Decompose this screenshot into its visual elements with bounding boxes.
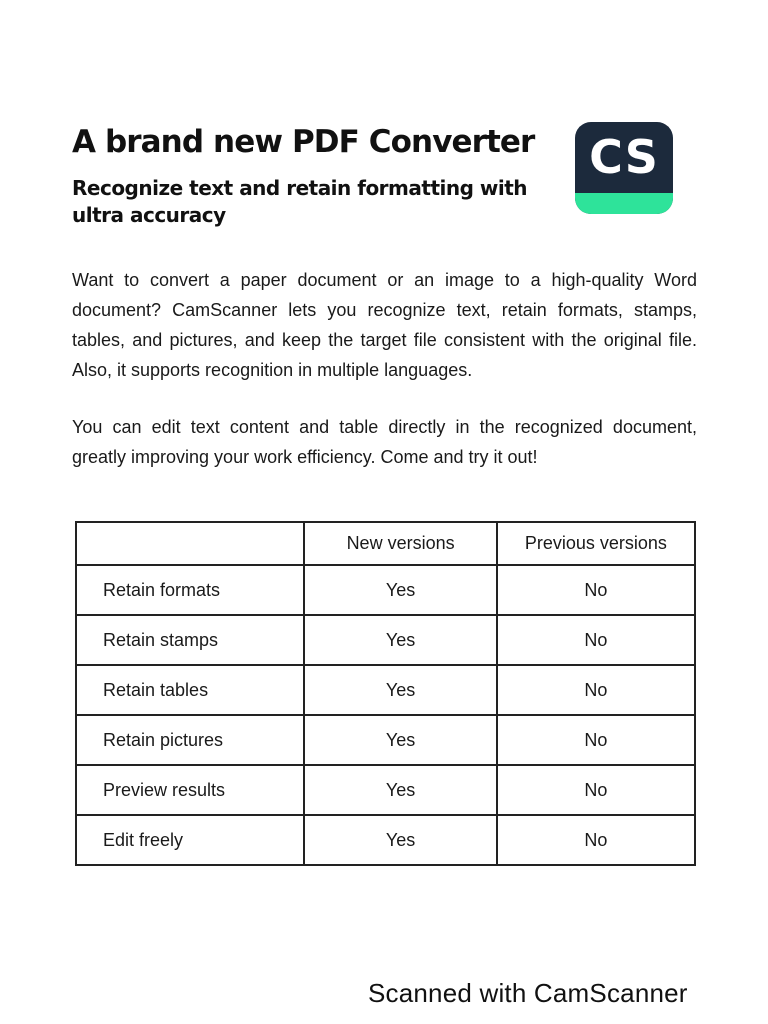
table-row xyxy=(76,765,695,815)
previous-version-cell: No xyxy=(497,565,695,615)
table-row xyxy=(76,565,695,615)
camscanner-logo xyxy=(575,122,673,214)
edit-paragraph: You can edit text content and table directly in the recognized document, greatly improving your work efficiency. Come and try it out! xyxy=(72,417,697,467)
new-version-cell: Yes xyxy=(304,615,496,665)
previous-version-cell: No xyxy=(497,815,695,865)
new-version-cell: Yes xyxy=(304,815,496,865)
feature-cell: Preview results xyxy=(76,765,304,815)
previous-version-cell: No xyxy=(497,615,695,665)
table-row xyxy=(76,665,695,715)
new-version-cell: Yes xyxy=(304,565,496,615)
previous-version-cell: No xyxy=(497,715,695,765)
feature-cell: Retain tables xyxy=(76,665,304,715)
intro-paragraph: Want to convert a paper document or an image to a high-quality Word document? CamScanner lets you recognize text, retain formats, stamps, tables, and pictures, and keep the target file consistent with the original file. Also, it supports recognition in multiple languages. xyxy=(72,270,697,380)
camscanner-watermark: Scanned with CamScanner xyxy=(368,978,688,1008)
table-row xyxy=(76,715,695,765)
logo-accent-band xyxy=(575,193,673,214)
previous-version-cell: No xyxy=(497,665,695,715)
previous-version-cell: No xyxy=(497,765,695,815)
table-header-row xyxy=(76,522,695,565)
header-cell-new-versions: New versions xyxy=(304,522,496,565)
new-version-cell: Yes xyxy=(304,665,496,715)
logo-text: CS xyxy=(589,130,659,184)
feature-cell: Retain formats xyxy=(76,565,304,615)
table-row xyxy=(76,815,695,865)
new-version-cell: Yes xyxy=(304,765,496,815)
comparison-table xyxy=(75,521,696,866)
header-cell-previous-versions: Previous versions xyxy=(497,522,695,565)
document-subtitle: Recognize text and retain formatting with ultra accuracy xyxy=(72,176,528,227)
document-title: A brand new PDF Converter xyxy=(72,124,535,160)
feature-cell: Edit freely xyxy=(76,815,304,865)
feature-cell: Retain stamps xyxy=(76,615,304,665)
feature-cell: Retain pictures xyxy=(76,715,304,765)
table-row xyxy=(76,615,695,665)
header-cell-empty xyxy=(76,522,304,565)
new-version-cell: Yes xyxy=(304,715,496,765)
